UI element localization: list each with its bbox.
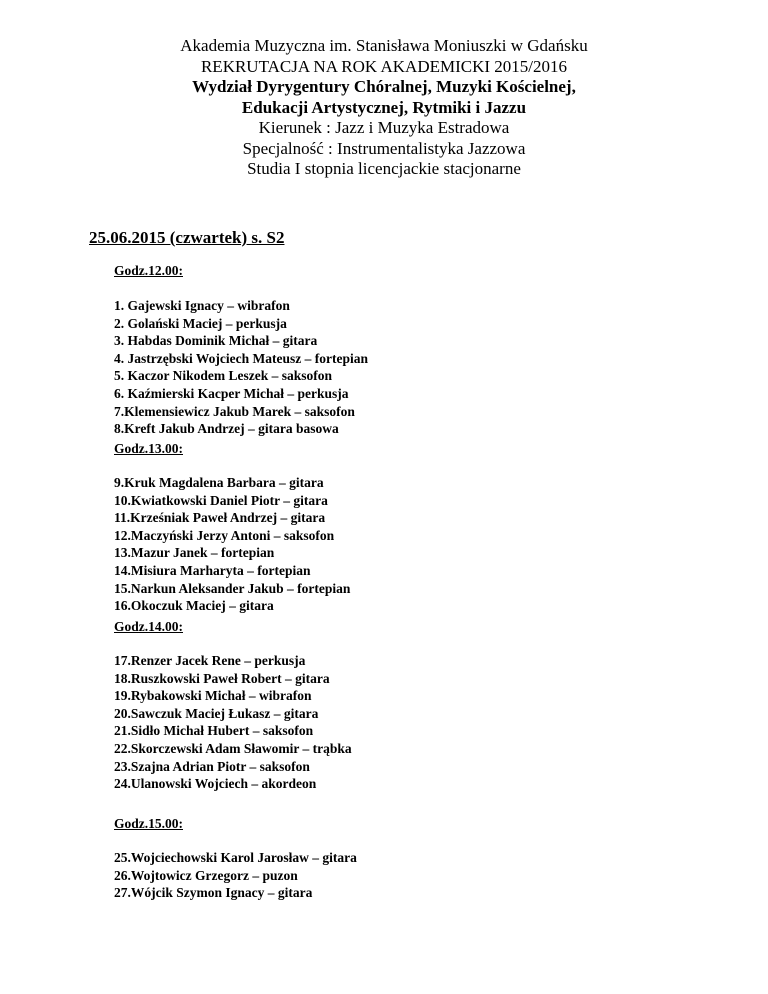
group-time-heading: Godz.12.00: [114, 263, 183, 278]
date-heading: 25.06.2015 (czwartek) s. S2 [89, 228, 285, 247]
faculty-name-line-2: Edukacji Artystycznej, Rytmiki i Jazzu [241, 97, 527, 117]
list-item: 6. Kaźmierski Kacper Michał – perkusja [114, 385, 349, 401]
list-item: 3. Habdas Dominik Michał – gitara [114, 333, 318, 349]
group-time-heading: Godz.13.00: [114, 441, 183, 456]
recruitment-title: REKRUTACJA NA ROK AKADEMICKI 2015/2016 [200, 56, 568, 76]
list-item: 18.Ruszkowski Paweł Robert – gitara [114, 670, 330, 686]
candidate-list [114, 849, 357, 902]
list-item: 24.Ulanowski Wojciech – akordeon [114, 776, 317, 792]
group-time-heading: Godz.15.00: [114, 816, 183, 831]
candidate-list [114, 474, 350, 615]
list-item: 15.Narkun Aleksander Jakub – fortepian [114, 580, 351, 596]
field-of-study: Kierunek : Jazz i Muzyka Estradowa [258, 118, 510, 137]
list-item: 12.Maczyński Jerzy Antoni – saksofon [114, 527, 335, 543]
list-item: 7.Klemensiewicz Jakub Marek – saksofon [114, 403, 355, 419]
list-item: 13.Mazur Janek – fortepian [114, 545, 275, 561]
list-item: 9.Kruk Magdalena Barbara – gitara [114, 475, 324, 490]
list-item: 19.Rybakowski Michał – wibrafon [114, 688, 312, 704]
list-item: 2. Golański Maciej – perkusja [114, 315, 287, 331]
list-item: 14.Misiura Marharyta – fortepian [114, 562, 311, 578]
list-item: 21.Sidło Michał Hubert – saksofon [114, 723, 314, 739]
list-item: 4. Jastrzębski Wojciech Mateusz – fortepian [114, 350, 368, 366]
list-item: 10.Kwiatkowski Daniel Piotr – gitara [114, 492, 328, 508]
academy-name: Akademia Muzyczna im. Stanisława Moniuszki w Gdańsku [180, 36, 588, 55]
group-time-heading: Godz.14.00: [114, 619, 183, 634]
list-item: 16.Okoczuk Maciej – gitara [114, 598, 274, 614]
list-item: 20.Sawczuk Maciej Łukasz – gitara [114, 705, 319, 721]
list-item: 22.Skorczewski Adam Sławomir – trąbka [114, 740, 352, 756]
list-item: 27.Wójcik Szymon Ignacy – gitara [114, 885, 313, 901]
document-header [0, 36, 768, 180]
candidate-list [114, 297, 368, 438]
study-type: Studia I stopnia licencjackie stacjonarne [247, 159, 521, 178]
specialty: Specjalność : Instrumentalistyka Jazzowa [242, 138, 526, 158]
list-item: 23.Szajna Adrian Piotr – saksofon [114, 758, 310, 774]
list-item: 8.Kreft Jakub Andrzej – gitara basowa [114, 421, 339, 437]
list-item: 11.Krześniak Paweł Andrzej – gitara [114, 510, 326, 526]
list-item: 17.Renzer Jacek Rene – perkusja [114, 653, 306, 668]
candidate-list [114, 652, 352, 793]
list-item: 5. Kaczor Nikodem Leszek – saksofon [114, 368, 332, 384]
faculty-name-line-1: Wydział Dyrygentury Chóralnej, Muzyki Kościelnej, [192, 77, 576, 96]
list-item: 1. Gajewski Ignacy – wibrafon [114, 298, 290, 313]
list-item: 25.Wojciechowski Karol Jarosław – gitara [114, 850, 357, 865]
list-item: 26.Wojtowicz Grzegorz – puzon [114, 867, 298, 883]
